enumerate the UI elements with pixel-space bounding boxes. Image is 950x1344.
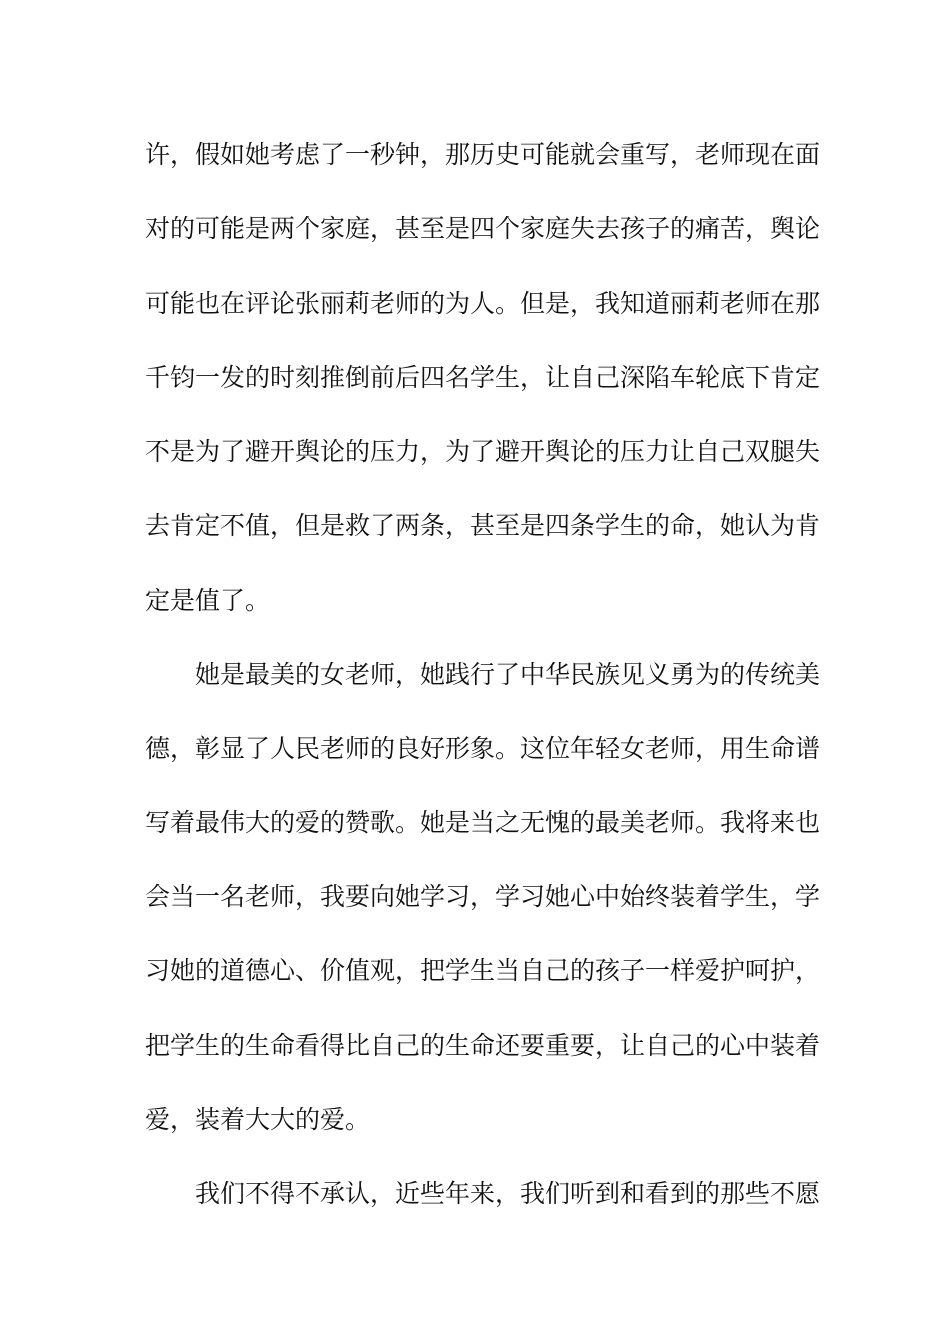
text-line: 不是为了避开舆论的压力，为了避开舆论的压力让自己双腿失 (145, 437, 821, 466)
text-line: 定是值了。 (145, 586, 271, 615)
text-line: 去肯定不值，但是救了两条，甚至是四条学生的命，她认为肯 (145, 511, 821, 540)
paragraph-first-line: 她是最美的女老师，她践行了中华民族见义勇为的传统美 (195, 660, 821, 689)
text-line: 会当一名老师，我要向她学习，学习她心中始终装着学生，学 (145, 882, 821, 911)
paragraph-first-line: 我们不得不承认，近些年来，我们听到和看到的那些不愿 (195, 1179, 821, 1208)
text-line: 千钧一发的时刻推倒前后四名学生，让自己深陷车轮底下肯定 (145, 363, 821, 392)
text-line: 习她的道德心、价值观，把学生当自己的孩子一样爱护呵护， (145, 956, 821, 985)
text-line: 写着最伟大的爱的赞歌。她是当之无愧的最美老师。我将来也 (145, 808, 821, 837)
text-line: 对的可能是两个家庭，甚至是四个家庭失去孩子的痛苦，舆论 (145, 214, 821, 243)
text-line: 把学生的生命看得比自己的生命还要重要，让自己的心中装着 (145, 1031, 821, 1060)
text-line: 可能也在评论张丽莉老师的为人。但是，我知道丽莉老师在那 (145, 289, 821, 318)
text-line: 爱，装着大大的爱。 (145, 1105, 371, 1134)
text-line: 许，假如她考虑了一秒钟，那历史可能就会重写，老师现在面 (145, 140, 821, 169)
text-line: 德，彰显了人民老师的良好形象。这位年轻女老师，用生命谱 (145, 734, 821, 763)
